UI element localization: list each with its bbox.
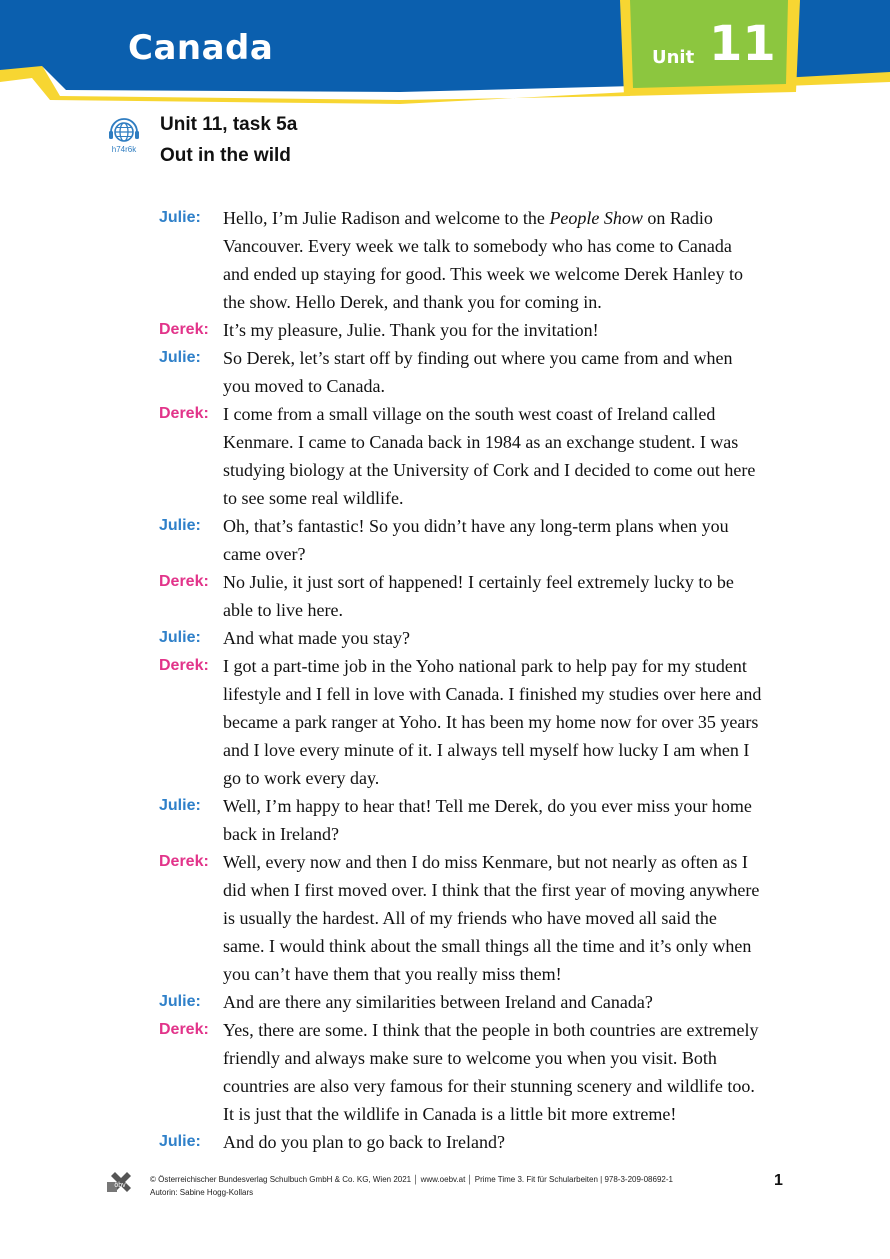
dialogue-turn [159, 568, 799, 624]
dialogue-turn [159, 316, 799, 344]
dialogue-turn [159, 400, 799, 512]
speaker-label: Julie: [159, 629, 201, 646]
speech-line: Yes, there are some. I think that the people in both countries are extremely [223, 1020, 759, 1040]
speech-text [223, 792, 799, 848]
speech-text [223, 1016, 799, 1128]
dialogue-turn [159, 792, 799, 848]
speech-line: you can’t have them that you really miss them! [223, 964, 562, 984]
speech-line: I got a part-time job in the Yoho national park to help pay for my student [223, 656, 747, 676]
speech-line: It’s my pleasure, Julie. Thank you for the invitation! [223, 320, 599, 340]
speech-line: lifestyle and I fell in love with Canada. I finished my studies over here and [223, 684, 762, 704]
task-subtitle: Out in the wild [160, 145, 291, 166]
speaker-label: Derek: [159, 573, 209, 590]
footer-credits [150, 1173, 673, 1199]
speech-line: came over? [223, 544, 306, 564]
speech-text [223, 624, 799, 652]
speaker-label: Derek: [159, 405, 209, 422]
speech-text [223, 1128, 799, 1156]
speech-line: Oh, that’s fantastic! So you didn’t have any long-term plans when you [223, 516, 729, 536]
speech-line: studying biology at the University of Cork and I decided to come out here [223, 460, 756, 480]
speaker-label: Derek: [159, 853, 209, 870]
speaker-label: Derek: [159, 321, 209, 338]
speech-line: Vancouver. Every week we talk to somebody who has come to Canada [223, 236, 732, 256]
speech-line: No Julie, it just sort of happened! I certainly feel extremely lucky to be [223, 572, 734, 592]
speech-text [223, 204, 799, 316]
footer-copyright: © Österreichischer Bundesverlag Schulbuch GmbH & Co. KG, Wien 2021 │ www.oebv.at │ Prime Time 3. Fit für Schularbeiten | 978-3-209-08692-1 [150, 1175, 673, 1184]
speech-line: And do you plan to go back to Ireland? [223, 1132, 505, 1152]
speech-line: It is just that the wildlife in Canada is a little bit more extreme! [223, 1104, 677, 1124]
speech-text [223, 344, 799, 400]
speech-fragment: Hello, I’m Julie Radison and welcome to the [223, 208, 550, 228]
speech-line: Well, I’m happy to hear that! Tell me Derek, do you ever miss your home [223, 796, 752, 816]
speaker-label: Derek: [159, 657, 209, 674]
dialogue-transcript [159, 204, 799, 1156]
dialogue-turn [159, 624, 799, 652]
speech-line: back in Ireland? [223, 824, 339, 844]
speaker-label: Julie: [159, 993, 201, 1010]
speech-text [223, 400, 799, 512]
speech-line: became a park ranger at Yoho. It has been my home now for over 35 years [223, 712, 759, 732]
footer-author: Autorin: Sabine Hogg-Kollars [150, 1188, 254, 1197]
speech-text [223, 988, 799, 1016]
speech-line: friendly and always make sure to welcome you when you visit. Both [223, 1048, 717, 1068]
speech-text [223, 568, 799, 624]
speaker-label: Julie: [159, 797, 201, 814]
header-banner [0, 0, 890, 110]
speech-line: So Derek, let’s start off by finding out where you came from and when [223, 348, 733, 368]
speech-text [223, 512, 799, 568]
oebv-logo [105, 1170, 135, 1200]
speaker-label: Julie: [159, 349, 201, 366]
dialogue-turn [159, 344, 799, 400]
media-code[interactable]: h74r6k [111, 145, 137, 154]
speaker-label: Julie: [159, 517, 201, 534]
globe-headphones-icon[interactable] [106, 116, 142, 146]
speech-line: I come from a small village on the south west coast of Ireland called [223, 404, 716, 424]
dialogue-turn [159, 1128, 799, 1156]
speech-line: and I love every minute of it. I always tell myself how lucky I am when I [223, 740, 750, 760]
speech-line: you moved to Canada. [223, 376, 385, 396]
speech-line: Well, every now and then I do miss Kenmare, but not nearly as often as I [223, 852, 748, 872]
speech-line: able to live here. [223, 600, 343, 620]
speech-fragment: on Radio [642, 208, 713, 228]
speaker-label: Derek: [159, 1021, 209, 1038]
speech-line: countries are also very famous for their stunning scenery and wildlife too. [223, 1076, 755, 1096]
speech-line: did when I first moved over. I think that the first year of moving anywhere [223, 880, 760, 900]
speech-line [223, 204, 799, 232]
speech-line: And are there any similarities between Ireland and Canada? [223, 992, 653, 1012]
show-name: People Show [549, 208, 643, 228]
speech-line: Kenmare. I came to Canada back in 1984 as an exchange student. I was [223, 432, 739, 452]
speech-text [223, 316, 799, 344]
dialogue-turn [159, 1016, 799, 1128]
page-number: 1 [774, 1172, 783, 1189]
dialogue-turn [159, 512, 799, 568]
speech-line: And what made you stay? [223, 628, 410, 648]
speech-line: the show. Hello Derek, and thank you for coming in. [223, 292, 602, 312]
speech-line: go to work every day. [223, 768, 380, 788]
speech-line: to see some real wildlife. [223, 488, 404, 508]
speaker-label: Julie: [159, 1133, 201, 1150]
speech-text [223, 652, 799, 792]
logo-text: öbv [114, 1182, 126, 1189]
unit-number: 11 [709, 16, 776, 72]
unit-label: Unit [652, 47, 695, 68]
speech-line: is usually the hardest. All of my friends who have moved all said the [223, 908, 717, 928]
speech-line: and ended up staying for good. This week we welcome Derek Hanley to [223, 264, 744, 284]
dialogue-turn [159, 652, 799, 792]
speaker-label: Julie: [159, 209, 201, 226]
speech-text [223, 848, 799, 988]
speech-line: same. I would think about the small things all the time and it’s only when [223, 936, 752, 956]
dialogue-turn [159, 848, 799, 988]
task-title: Unit 11, task 5a [160, 114, 298, 135]
dialogue-turn [159, 988, 799, 1016]
dialogue-turn [159, 204, 799, 316]
unit-title: Canada [128, 28, 274, 68]
